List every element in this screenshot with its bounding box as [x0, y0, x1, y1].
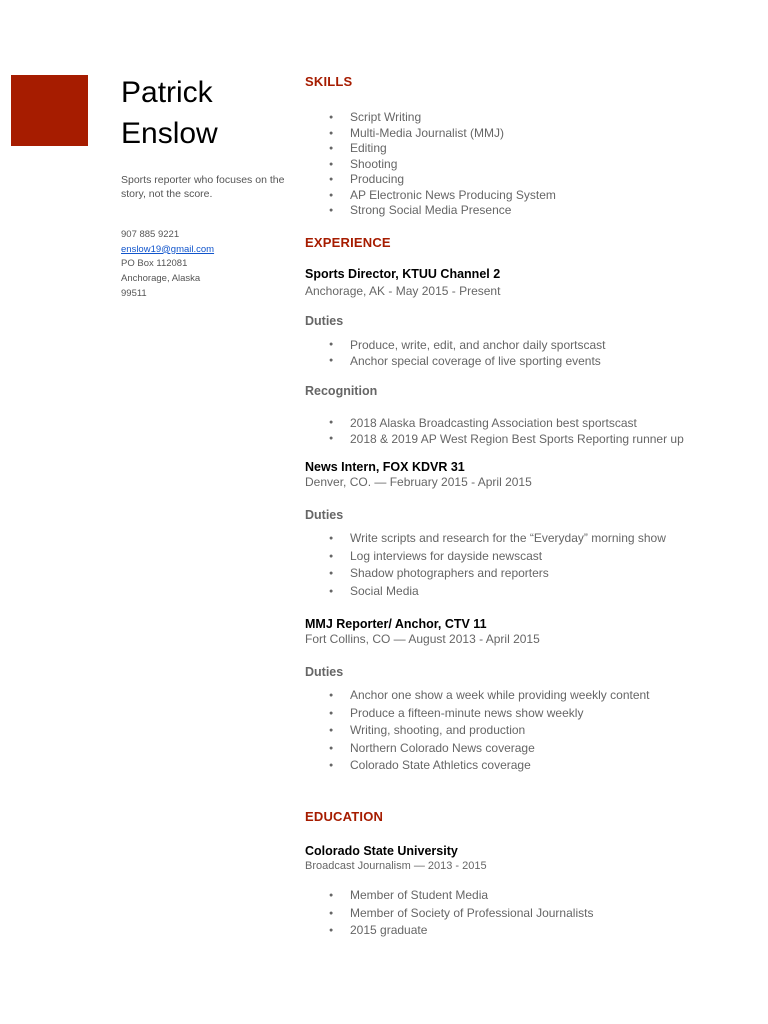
list-item: ● Multi-Media Journalist (MMJ) — [305, 126, 745, 142]
duties-list — [305, 687, 745, 775]
list-item: ● Anchor one show a week while providing weekly content — [305, 687, 745, 705]
last-name: Enslow — [121, 117, 218, 150]
list-item: ● Log interviews for dayside newscast — [305, 548, 745, 566]
job-subtitle: Fort Collins, CO — August 2013 - April 2015 — [305, 632, 540, 646]
job-subtitle: Denver, CO. — February 2015 - April 2015 — [305, 475, 532, 489]
list-item: ● 2018 Alaska Broadcasting Association best sportscast — [305, 415, 745, 431]
job-title: MMJ Reporter/ Anchor, CTV 11 — [305, 617, 487, 631]
list-item: ● Anchor special coverage of live sporting events — [305, 353, 745, 369]
job-title: Sports Director, KTUU Channel 2 — [305, 267, 501, 281]
education-list — [305, 887, 745, 940]
list-item: ● Member of Student Media — [305, 887, 745, 905]
list-item: ● AP Electronic News Producing System — [305, 188, 745, 204]
list-item: ● Produce, write, edit, and anchor daily sportscast — [305, 337, 745, 353]
recognition-list — [305, 415, 745, 447]
list-item: ● Editing — [305, 141, 745, 157]
duties-label: Duties — [305, 508, 344, 522]
list-item: ● Writing, shooting, and production — [305, 722, 745, 740]
skills-list — [305, 110, 745, 219]
skills-heading: SKILLS — [305, 74, 353, 89]
email-link[interactable]: enslow19@gmail.com — [121, 243, 215, 255]
candidate-name — [121, 72, 218, 154]
education-subtitle: Broadcast Journalism — 2013 - 2015 — [305, 860, 487, 872]
job-title: News Intern, FOX KDVR 31 — [305, 460, 465, 474]
education-heading: EDUCATION — [305, 809, 384, 824]
address-line-2: Anchorage, Alaska — [121, 273, 201, 285]
first-name: Patrick — [121, 76, 213, 109]
list-item: ● Shooting — [305, 157, 745, 173]
duties-label: Duties — [305, 665, 344, 679]
list-item: ● Produce a fifteen-minute news show weekly — [305, 705, 745, 723]
tagline: Sports reporter who focuses on the story, not the score. — [121, 174, 285, 200]
list-item: ● Strong Social Media Presence — [305, 203, 745, 219]
contact-info — [121, 228, 214, 302]
school-name: Colorado State University — [305, 844, 458, 858]
duties-list — [305, 530, 745, 600]
experience-heading: EXPERIENCE — [305, 235, 391, 250]
decorative-red-block — [11, 75, 88, 146]
list-item: ● 2018 & 2019 AP West Region Best Sports Reporting runner up — [305, 431, 745, 447]
list-item: ● Script Writing — [305, 110, 745, 126]
list-item: ● 2015 graduate — [305, 922, 745, 940]
recognition-label: Recognition — [305, 384, 378, 398]
list-item: ● Social Media — [305, 583, 745, 601]
list-item: ● Shadow photographers and reporters — [305, 565, 745, 583]
list-item: ● Colorado State Athletics coverage — [305, 757, 745, 775]
list-item: ● Member of Society of Professional Journalists — [305, 905, 745, 923]
address-line-3: 99511 — [121, 287, 147, 299]
job-subtitle: Anchorage, AK - May 2015 - Present — [305, 284, 501, 298]
duties-label: Duties — [305, 314, 344, 328]
phone-number: 907 885 9221 — [121, 229, 180, 240]
address-line-1: PO Box 112081 — [121, 258, 188, 270]
duties-list — [305, 337, 745, 369]
list-item: ● Write scripts and research for the “Everyday” morning show — [305, 530, 745, 548]
list-item: ● Producing — [305, 172, 745, 188]
list-item: ● Northern Colorado News coverage — [305, 740, 745, 758]
